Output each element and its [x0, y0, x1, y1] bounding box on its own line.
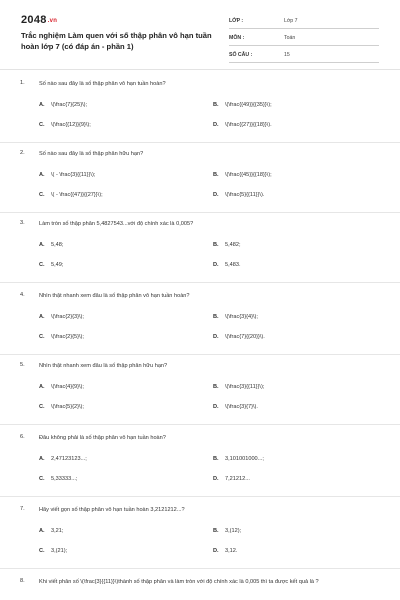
answer-text: \(\frac{{49}}{{35}}\); — [225, 102, 272, 108]
question-stem — [20, 434, 390, 446]
logo-suffix: .vn — [47, 18, 58, 24]
answer-letter: B. — [213, 456, 219, 462]
meta-label: SỐ CÂU : — [229, 52, 253, 58]
question-text: Đâu không phải là số thập phân vô hạn tuần hoàn? — [39, 435, 166, 441]
question-5 — [20, 362, 390, 410]
answer-letter: D. — [213, 548, 219, 554]
answer-text: 5,33333...; — [51, 476, 78, 482]
answer-letter: A. — [39, 314, 45, 320]
question-number: 1. — [20, 80, 25, 86]
answer-letter: C. — [39, 192, 45, 198]
answer-text: \(\frac{{27}}{{18}}\). — [225, 122, 272, 128]
answer-letter: C. — [39, 548, 45, 554]
answer-text: 5,483. — [225, 262, 241, 268]
logo-text: 2048 — [21, 14, 47, 26]
question-text: Nhìn thật nhanh xem đâu là số thập phân hữu hạn? — [39, 363, 168, 369]
question-number: 8. — [20, 578, 25, 584]
header — [0, 0, 400, 62]
question-1 — [20, 80, 390, 128]
answer-letter: D. — [213, 192, 219, 198]
question-text: Làm tròn số thập phân 5,4827543...với độ chính xác là 0,005? — [39, 221, 194, 227]
answer-text: \( - \frac{3}{{11}}\); — [51, 172, 96, 178]
answer-text: \( - \frac{{47}}{{27}}\); — [51, 192, 103, 198]
question-divider — [0, 568, 400, 569]
answer-text: \(\frac{5}{2}\); — [51, 404, 84, 410]
answer-text: \(\frac{5}{{11}}\). — [225, 192, 265, 198]
question-3 — [20, 220, 390, 268]
answer-text: \(\frac{7}{{20}}\). — [225, 334, 265, 340]
question-number: 2. — [20, 150, 25, 156]
question-2 — [20, 150, 390, 198]
answer-text: \(\frac{{45}}{{18}}\); — [225, 172, 272, 178]
question-stem — [20, 220, 390, 232]
answer-letter: B. — [213, 528, 219, 534]
question-number: 3. — [20, 220, 25, 226]
meta-value: Lớp 7 — [284, 18, 298, 24]
answer-letter: C. — [39, 122, 45, 128]
meta-value: 15 — [284, 52, 290, 58]
question-text: Khi viết phân số \(\frac{3}{{11}}\)thành số thập phân và làm tròn với độ chính xác là 0,005 thì ta được kết quả là ? — [39, 579, 319, 585]
question-text: Số nào sau đây là số thập phân vô hạn tuần hoàn? — [39, 81, 166, 87]
meta-row-class — [229, 14, 379, 29]
answer-text: 3,(12); — [225, 528, 242, 534]
answer-letter: C. — [39, 334, 45, 340]
answer-letter: C. — [39, 262, 45, 268]
answer-letter: A. — [39, 384, 45, 390]
question-divider — [0, 212, 400, 213]
question-number: 6. — [20, 434, 25, 440]
answer-letter: A. — [39, 172, 45, 178]
answer-letter: C. — [39, 476, 45, 482]
meta-label: LỚP : — [229, 18, 244, 24]
question-stem — [20, 292, 390, 304]
answer-letter: A. — [39, 528, 45, 534]
header-divider — [0, 69, 400, 70]
meta-label: MÔN : — [229, 35, 245, 41]
question-stem — [20, 80, 390, 92]
question-stem — [20, 578, 390, 590]
question-divider — [0, 282, 400, 283]
answer-letter: B. — [213, 314, 219, 320]
question-number: 5. — [20, 362, 25, 368]
meta-row-subject — [229, 31, 379, 46]
answer-text: \(\frac{2}{3}\); — [51, 314, 84, 320]
answer-letter: D. — [213, 334, 219, 340]
question-text: Hãy viết gọn số thập phân vô hạn tuần hoàn 3,2121212...? — [39, 507, 185, 513]
question-text: Số nào sau đây là số thập phân hữu hạn? — [39, 151, 144, 157]
answer-text: 5,482; — [225, 242, 241, 248]
answer-text: 2,47123123...; — [51, 456, 87, 462]
question-divider — [0, 496, 400, 497]
answer-letter: C. — [39, 404, 45, 410]
question-stem — [20, 506, 390, 518]
answer-text: \(\frac{2}{5}\); — [51, 334, 84, 340]
answer-letter: B. — [213, 384, 219, 390]
answer-letter: B. — [213, 242, 219, 248]
question-divider — [0, 142, 400, 143]
answer-letter: D. — [213, 404, 219, 410]
answer-letter: A. — [39, 102, 45, 108]
logo[interactable] — [21, 14, 57, 26]
answer-text: 3,(21); — [51, 548, 68, 554]
answer-letter: A. — [39, 242, 45, 248]
question-number: 7. — [20, 506, 25, 512]
question-divider — [0, 424, 400, 425]
answer-text: 5,49; — [51, 262, 64, 268]
answer-text: 7,21212... — [225, 476, 250, 482]
question-number: 4. — [20, 292, 25, 298]
answer-text: 3,12. — [225, 548, 238, 554]
answer-letter: D. — [213, 262, 219, 268]
answer-text: \(\frac{{12}}{9}\); — [51, 122, 91, 128]
answer-text: \(\frac{4}{9}\); — [51, 384, 84, 390]
answer-text: \(\frac{3}{7}\). — [225, 404, 258, 410]
meta-value: Toán — [284, 35, 296, 41]
answer-text: 5,48; — [51, 242, 64, 248]
answer-letter: D. — [213, 476, 219, 482]
answer-letter: A. — [39, 456, 45, 462]
answer-text: \(\frac{7}{25}\); — [51, 102, 88, 108]
answer-letter: B. — [213, 102, 219, 108]
answer-letter: B. — [213, 172, 219, 178]
answer-text: \(\frac{3}{4}\); — [225, 314, 258, 320]
question-divider — [0, 354, 400, 355]
question-4 — [20, 292, 390, 340]
question-stem — [20, 150, 390, 162]
question-stem — [20, 362, 390, 374]
answer-text: 3,21; — [51, 528, 64, 534]
question-8 — [20, 578, 390, 590]
answer-text: \(\frac{3}{{11}}\); — [225, 384, 265, 390]
page-title: Trắc nghiệm Làm quen với số thập phân vô hạn tuần hoàn lớp 7 (có đáp án - phần 1) — [21, 31, 212, 51]
meta-info — [229, 14, 379, 65]
answer-letter: D. — [213, 122, 219, 128]
question-text: Nhìn thật nhanh xem đâu là số thập phân vô hạn tuần hoàn? — [39, 293, 190, 299]
question-7 — [20, 506, 390, 554]
meta-row-count — [229, 48, 379, 63]
question-6 — [20, 434, 390, 482]
answer-text: 3,101001000...; — [225, 456, 264, 462]
